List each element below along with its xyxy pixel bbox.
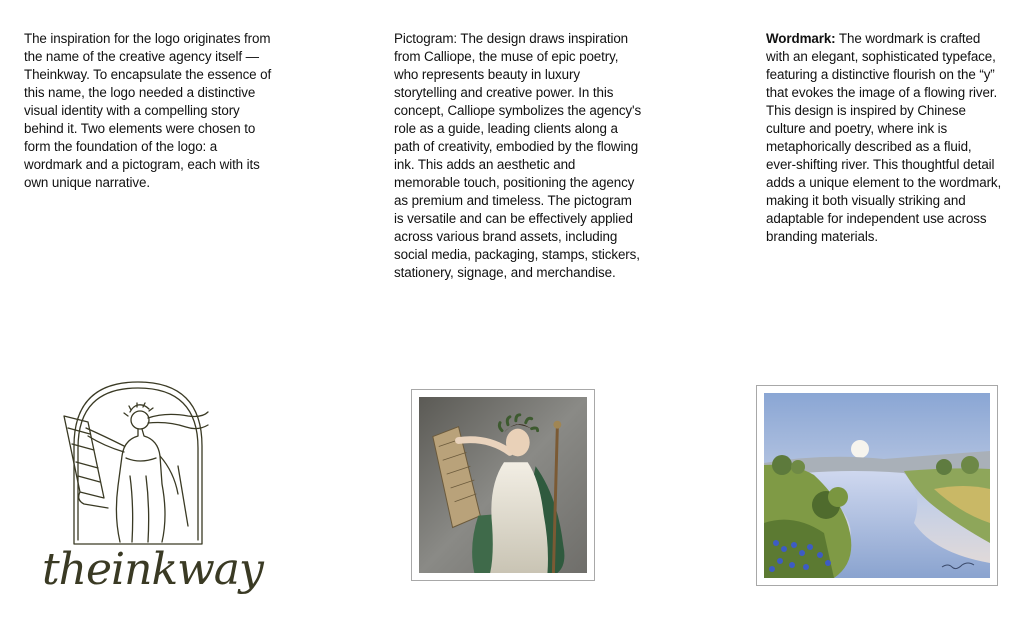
river-painting-frame bbox=[756, 385, 998, 586]
intro-column bbox=[24, 30, 274, 192]
theinkway-logo bbox=[38, 376, 263, 626]
intro-paragraph: The inspiration for the logo originates from the name of the creative agency itself — Theinkway. To encapsulate the essence of this name, the logo needed a distinctive visual identity with a compelling story behind it. Two elements were chosen to form the foundation of the logo: a wordmark and a pictogram, each with its own unique narrative. bbox=[24, 31, 272, 190]
wordmark-column bbox=[766, 30, 1004, 246]
wordmark-body: The wordmark is crafted with an elegant, sophisticated typeface, featuring a distinctive flourish on the “y” that evokes the image of a flowing river. This design is inspired by Chinese culture and poetry, where ink is metaphorically described as a fluid, ever-shifting river. This thoughtful detail adds a unique element to the wordmark, making it both visually striking and adaptable for independent use across branding materials. bbox=[766, 31, 1002, 244]
pictogram-column bbox=[394, 30, 644, 282]
calliope-painting-icon bbox=[419, 397, 587, 573]
wordmark-paragraph bbox=[766, 30, 1004, 246]
river-landscape-painting-icon bbox=[764, 393, 990, 578]
pictogram-paragraph: Pictogram: The design draws inspiration from Calliope, the muse of epic poetry, who represents beauty in luxury storytelling and creative power. In this concept, Calliope symbolizes the agency's role as a guide, leading clients along a path of creativity, embodied by the flowing ink. This adds an aesthetic and memorable touch, positioning the agency as premium and timeless. The pictogram is versatile and can be effectively applied across various brand assets, including social media, packaging, stamps, stickers, stationery, signage, and merchandise. bbox=[394, 31, 642, 280]
wordmark-logo-text: theinkway bbox=[42, 544, 263, 595]
wordmark-lead: Wordmark: bbox=[766, 31, 836, 46]
calliope-painting-frame bbox=[411, 389, 595, 581]
